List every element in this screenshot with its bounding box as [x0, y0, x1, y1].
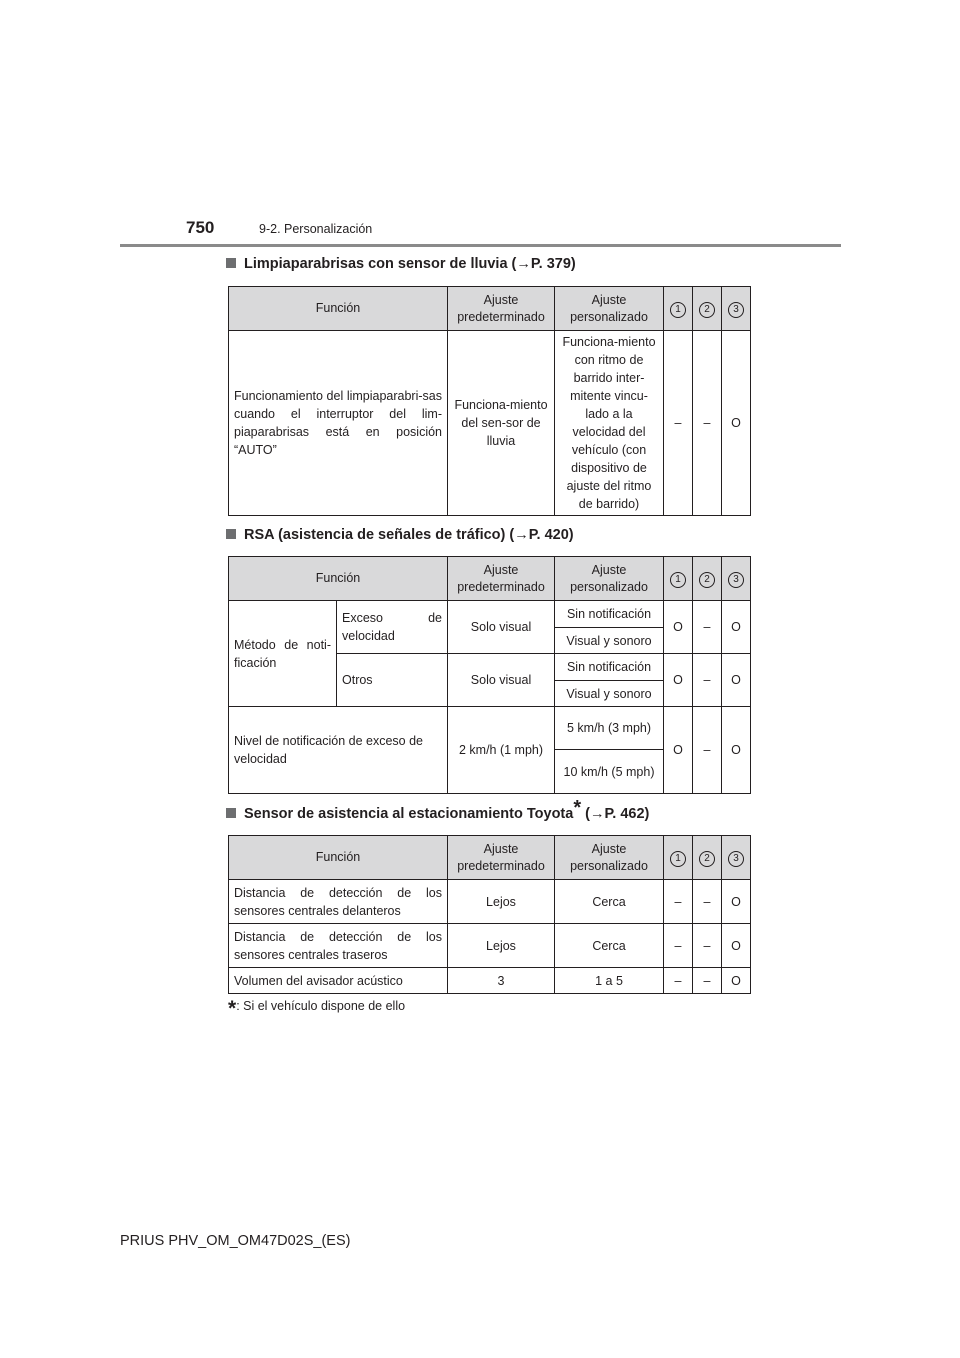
square-bullet-icon — [226, 258, 236, 268]
cell-sub-funcion: Otros — [337, 654, 448, 707]
circled-number-1-icon: 1 — [670, 572, 686, 588]
table-row — [229, 601, 751, 628]
footnote-text: : Si el vehículo dispone de ello — [236, 999, 406, 1013]
column-header-funcion: Función — [229, 836, 448, 880]
heading-parking-sensor: Sensor de asistencia al estacionamiento Toyota* (→P. 462) — [226, 806, 649, 822]
cell-option-2: – — [693, 654, 722, 707]
table-rsa — [228, 556, 751, 794]
column-header-personalizado: Ajuste personalizado — [555, 836, 664, 880]
cell-personalizado: Visual y sonoro — [555, 681, 664, 707]
circled-number-3-icon: 3 — [728, 572, 744, 588]
footer-document-code: PRIUS PHV_OM_OM47D02S_(ES) — [120, 1233, 351, 1249]
cell-predeterminado: Lejos — [448, 924, 555, 968]
column-header-1 — [664, 557, 693, 601]
asterisk-mark: * — [573, 797, 582, 820]
column-header-personalizado: Ajuste personalizado — [555, 287, 664, 331]
table-row — [229, 331, 751, 516]
asterisk-mark: * — [228, 997, 237, 1020]
circled-number-3-icon: 3 — [728, 302, 744, 318]
heading-rain-sensor-wipers: Limpiaparabrisas con sensor de lluvia (→P. 379) — [226, 256, 576, 272]
cell-funcion: Funcionamiento del limpiaparabri-sas cuando el interruptor del lim-piaparabrisas está en posición “AUTO” — [229, 331, 448, 516]
cell-option-3: O — [722, 601, 751, 654]
column-header-3 — [722, 287, 751, 331]
cell-personalizado: Funciona-miento con ritmo de barrido inter-mitente vincu-lado a la velocidad del vehículo (con dispositivo de ajuste del ritmo de barrido) — [555, 331, 664, 516]
cell-funcion: Nivel de notificación de exceso de velocidad — [229, 707, 448, 794]
cell-option-1: O — [664, 601, 693, 654]
column-header-predeterminado: Ajuste predeterminado — [448, 836, 555, 880]
cell-predeterminado: Funciona-miento del sen-sor de lluvia — [448, 331, 555, 516]
square-bullet-icon — [226, 529, 236, 539]
heading-rsa: RSA (asistencia de señales de tráfico) (→P. 420) — [226, 527, 574, 543]
cell-option-3: O — [722, 331, 751, 516]
cell-option-2: – — [693, 707, 722, 794]
cell-personalizado: 10 km/h (5 mph) — [555, 750, 664, 794]
footnote — [228, 997, 406, 1020]
column-header-1 — [664, 287, 693, 331]
cell-funcion: Distancia de detección de los sensores centrales delanteros — [229, 880, 448, 924]
cell-option-2: – — [693, 331, 722, 516]
cell-sub-funcion: Exceso de velocidad — [337, 601, 448, 654]
table-row — [229, 707, 751, 750]
table-row — [229, 968, 751, 994]
cell-personalizado: Sin notificación — [555, 654, 664, 681]
cell-option-3: O — [722, 654, 751, 707]
page-number: 750 — [186, 218, 215, 237]
circled-number-2-icon: 2 — [699, 572, 715, 588]
cell-option-1: – — [664, 968, 693, 994]
table-row — [229, 880, 751, 924]
cell-funcion: Volumen del avisador acústico — [229, 968, 448, 994]
column-header-predeterminado: Ajuste predeterminado — [448, 557, 555, 601]
cell-personalizado: Visual y sonoro — [555, 628, 664, 654]
cell-funcion: Distancia de detección de los sensores centrales traseros — [229, 924, 448, 968]
cell-personalizado: 1 a 5 — [555, 968, 664, 994]
cell-personalizado: Cerca — [555, 924, 664, 968]
column-header-predeterminado: Ajuste predeterminado — [448, 287, 555, 331]
column-header-2 — [693, 287, 722, 331]
column-header-personalizado: Ajuste personalizado — [555, 557, 664, 601]
circled-number-1-icon: 1 — [670, 851, 686, 867]
cell-personalizado: 5 km/h (3 mph) — [555, 707, 664, 750]
cell-option-3: O — [722, 880, 751, 924]
cell-option-3: O — [722, 968, 751, 994]
cell-option-1: – — [664, 331, 693, 516]
cell-predeterminado: Lejos — [448, 880, 555, 924]
cell-predeterminado: 2 km/h (1 mph) — [448, 707, 555, 794]
cell-option-2: – — [693, 601, 722, 654]
column-header-3 — [722, 557, 751, 601]
column-header-funcion: Función — [229, 557, 448, 601]
header-rule — [120, 244, 841, 247]
circled-number-3-icon: 3 — [728, 851, 744, 867]
circled-number-1-icon: 1 — [670, 302, 686, 318]
cell-personalizado: Sin notificación — [555, 601, 664, 628]
column-header-1 — [664, 836, 693, 880]
cell-option-1: O — [664, 707, 693, 794]
column-header-2 — [693, 836, 722, 880]
circled-number-2-icon: 2 — [699, 851, 715, 867]
cell-personalizado: Cerca — [555, 880, 664, 924]
cell-predeterminado: Solo visual — [448, 601, 555, 654]
cell-option-3: O — [722, 924, 751, 968]
cell-option-3: O — [722, 707, 751, 794]
square-bullet-icon — [226, 808, 236, 818]
table-parking-sensor — [228, 835, 751, 994]
cell-option-1: – — [664, 880, 693, 924]
cell-option-2: – — [693, 924, 722, 968]
cell-predeterminado: Solo visual — [448, 654, 555, 707]
column-header-3 — [722, 836, 751, 880]
cell-option-2: – — [693, 968, 722, 994]
cell-option-2: – — [693, 880, 722, 924]
cell-group-label: Método de noti-ficación — [229, 601, 337, 707]
table-row — [229, 924, 751, 968]
circled-number-2-icon: 2 — [699, 302, 715, 318]
column-header-2 — [693, 557, 722, 601]
table-rain-sensor-wipers — [228, 286, 751, 516]
cell-option-1: – — [664, 924, 693, 968]
section-title: 9-2. Personalización — [259, 222, 373, 236]
cell-predeterminado: 3 — [448, 968, 555, 994]
cell-option-1: O — [664, 654, 693, 707]
column-header-funcion: Función — [229, 287, 448, 331]
